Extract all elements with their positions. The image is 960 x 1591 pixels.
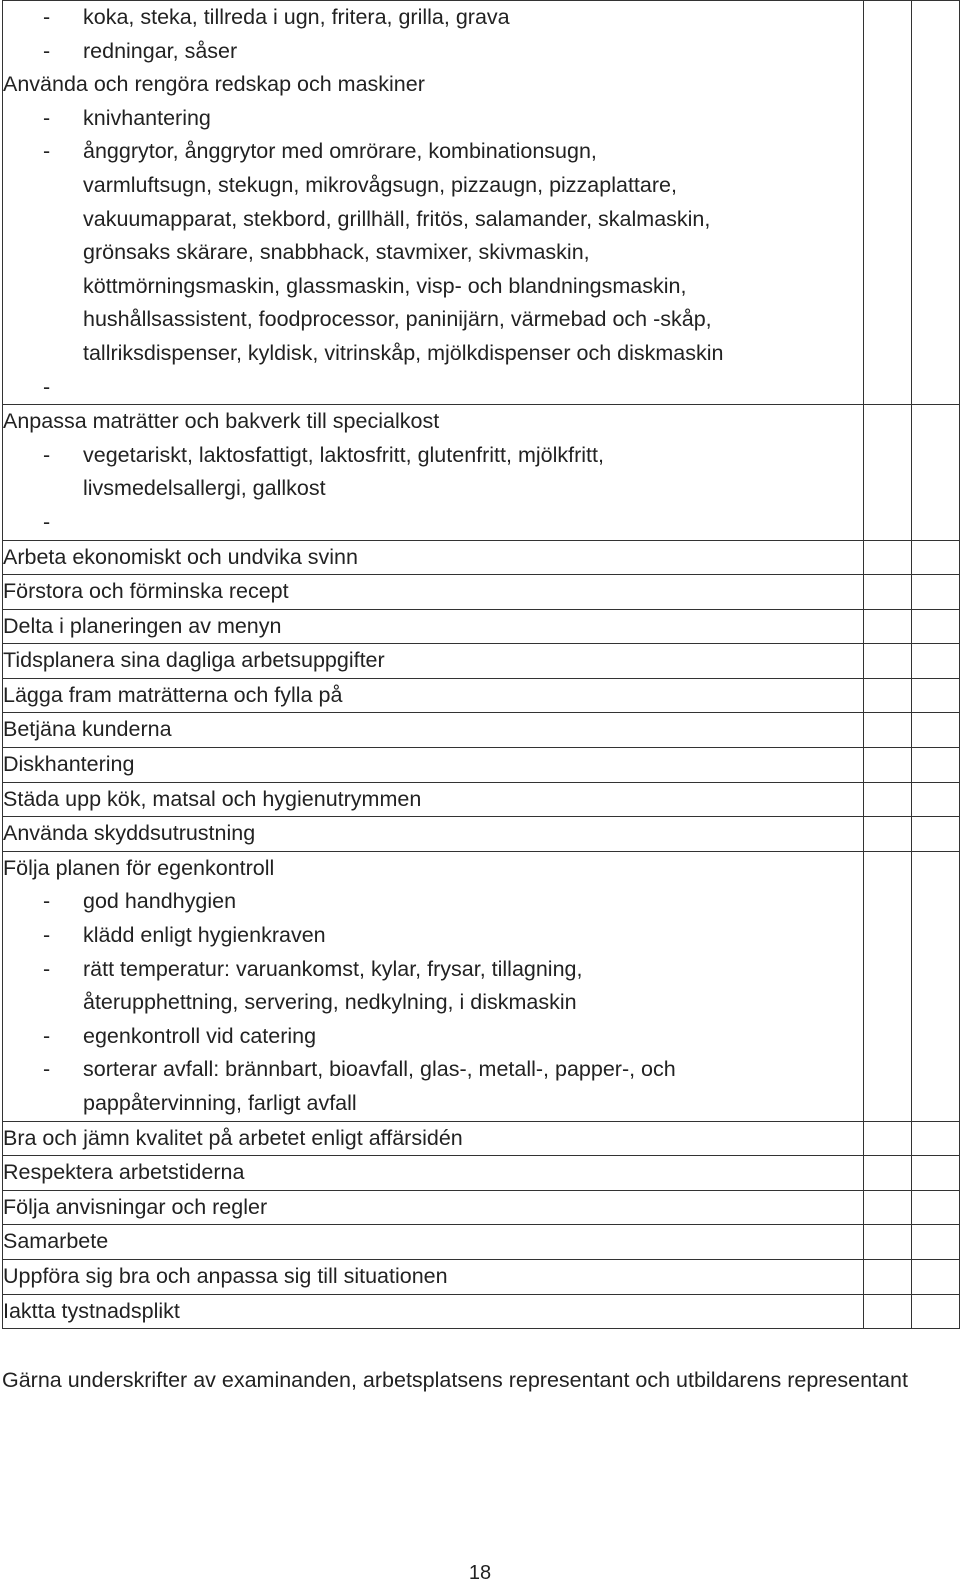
sub-item: [3, 1, 863, 35]
sub-item: [3, 506, 863, 540]
item-continuation: varmluftsugn, stekugn, mikrovågsugn, pizzaugn, pizzaplattare,: [83, 172, 677, 197]
dash-bullet: -: [43, 105, 51, 130]
sub-item: [3, 102, 863, 136]
checklist-item-cell: [3, 1259, 864, 1294]
sub-item-text: ånggrytor, ånggrytor med omrörare, kombinationsugn,: [83, 139, 597, 164]
sub-item: [3, 1020, 863, 1054]
sub-item: [3, 885, 863, 919]
item-heading: Följa planen för egenkontroll: [3, 855, 275, 880]
checklist-row: [3, 678, 960, 713]
check-box-column-1[interactable]: [864, 817, 912, 852]
check-box-column-1[interactable]: [864, 1190, 912, 1225]
item-continuation: grönsaks skärare, snabbhack, stavmixer, skivmaskin,: [83, 240, 590, 265]
check-box-column-1[interactable]: [864, 540, 912, 575]
dash-bullet: -: [43, 374, 51, 399]
checklist-item-cell: [3, 678, 864, 713]
item-heading: Använda och rengöra redskap och maskiner: [3, 72, 425, 97]
check-box-column-2[interactable]: [912, 1259, 960, 1294]
sub-item: [3, 919, 863, 953]
checklist-row: [3, 540, 960, 575]
item-continuation: hushållsassistent, foodprocessor, paninijärn, värmebad och -skåp,: [83, 307, 712, 332]
sub-item: [3, 135, 863, 169]
sub-item-text: vegetariskt, laktosfattigt, laktosfritt, glutenfritt, mjölkfritt,: [83, 442, 604, 467]
checklist-row: [3, 782, 960, 817]
sub-item: [3, 1053, 863, 1087]
check-box-column-1[interactable]: [864, 713, 912, 748]
item-heading: Iaktta tystnadsplikt: [3, 1298, 180, 1323]
checklist-row: [3, 1156, 960, 1191]
checklist-row: [3, 1225, 960, 1260]
checklist-row: [3, 851, 960, 1121]
checklist-item-cell: [3, 575, 864, 610]
sub-item-text: god handhygien: [83, 889, 237, 914]
checklist-row: [3, 1121, 960, 1156]
checklist-item-cell: [3, 851, 864, 1121]
sub-item-text: rätt temperatur: varuankomst, kylar, frysar, tillagning,: [83, 956, 583, 981]
sub-item: [3, 35, 863, 69]
sub-item: [3, 439, 863, 473]
item-heading: Arbeta ekonomiskt och undvika svinn: [3, 544, 358, 569]
dash-bullet: -: [43, 442, 51, 467]
checklist-item-cell: [3, 1121, 864, 1156]
dash-bullet: -: [43, 5, 51, 29]
checklist-table: [2, 0, 960, 1329]
checklist-row: [3, 748, 960, 783]
checklist-row: [3, 644, 960, 679]
item-heading: Anpassa maträtter och bakverk till specialkost: [3, 409, 440, 434]
checklist-row: [3, 1190, 960, 1225]
check-box-column-1[interactable]: [864, 609, 912, 644]
item-heading: Delta i planeringen av menyn: [3, 613, 282, 638]
checklist-body: [3, 1, 960, 1329]
checklist-row: [3, 1, 960, 405]
sub-item-text: redningar, såser: [83, 38, 238, 63]
checklist-row: [3, 609, 960, 644]
check-box-column-2[interactable]: [912, 713, 960, 748]
item-continuation: köttmörningsmaskin, glassmaskin, visp- och blandningsmaskin,: [83, 273, 687, 298]
sub-item-text: sorterar avfall: brännbart, bioavfall, glas-, metall-, papper-, och: [83, 1057, 676, 1082]
sub-item-text: knivhantering: [83, 105, 211, 130]
checklist-item-cell: [3, 1, 864, 405]
sub-item: [3, 953, 863, 987]
check-box-column-1[interactable]: [864, 748, 912, 783]
check-box-column-2[interactable]: [912, 851, 960, 1121]
check-box-column-2[interactable]: [912, 1294, 960, 1329]
sub-item-text: egenkontroll vid catering: [83, 1023, 317, 1048]
page-number: 18: [468, 1562, 492, 1584]
item-continuation: livsmedelsallergi, gallkost: [83, 476, 326, 501]
sub-item-text: koka, steka, tillreda i ugn, fritera, grilla, grava: [83, 5, 510, 29]
check-box-column-1[interactable]: [864, 782, 912, 817]
checklist-item-cell: [3, 1156, 864, 1191]
check-box-column-2[interactable]: [912, 1190, 960, 1225]
item-heading: Följa anvisningar och regler: [3, 1194, 268, 1219]
checklist-row: [3, 817, 960, 852]
item-heading: Uppföra sig bra och anpassa sig till situationen: [3, 1263, 448, 1288]
check-box-column-2[interactable]: [912, 644, 960, 679]
check-box-column-2[interactable]: [912, 540, 960, 575]
checklist-row: [3, 1294, 960, 1329]
check-box-column-2[interactable]: [912, 1, 960, 405]
item-heading: Samarbete: [3, 1229, 109, 1254]
checklist-item-cell: [3, 1294, 864, 1329]
dash-bullet: -: [43, 38, 51, 63]
check-box-column-2[interactable]: [912, 678, 960, 713]
check-box-column-2[interactable]: [912, 1121, 960, 1156]
item-continuation: tallriksdispenser, kyldisk, vitrinskåp, mjölkdispenser och diskmaskin: [83, 340, 724, 365]
item-heading: Använda skyddsutrustning: [3, 821, 256, 846]
check-box-column-1[interactable]: [864, 575, 912, 610]
check-box-column-2[interactable]: [912, 405, 960, 540]
dash-bullet: -: [43, 956, 51, 981]
check-box-column-2[interactable]: [912, 609, 960, 644]
item-heading: Bra och jämn kvalitet på arbetet enligt affärsidén: [3, 1125, 463, 1150]
checklist-item-cell: [3, 1190, 864, 1225]
item-heading: Betjäna kunderna: [3, 717, 172, 742]
checklist-item-cell: [3, 644, 864, 679]
checklist-row: [3, 1259, 960, 1294]
check-box-column-1[interactable]: [864, 1225, 912, 1260]
check-box-column-1[interactable]: [864, 1, 912, 405]
check-box-column-1[interactable]: [864, 1121, 912, 1156]
checklist-item-cell: [3, 540, 864, 575]
checklist-item-cell: [3, 782, 864, 817]
check-box-column-1[interactable]: [864, 1156, 912, 1191]
checklist-row: [3, 575, 960, 610]
item-continuation: återupphettning, servering, nedkylning, i diskmaskin: [83, 990, 577, 1015]
item-heading: Diskhantering: [3, 752, 135, 777]
check-box-column-1[interactable]: [864, 678, 912, 713]
item-heading: Lägga fram maträtterna och fylla på: [3, 682, 343, 707]
checklist-item-cell: [3, 748, 864, 783]
dash-bullet: -: [43, 923, 51, 948]
sub-item-text: klädd enligt hygienkraven: [83, 923, 326, 948]
check-box-column-2[interactable]: [912, 748, 960, 783]
checklist-row: [3, 713, 960, 748]
checklist-item-cell: [3, 817, 864, 852]
item-continuation: vakuumapparat, stekbord, grillhäll, fritös, salamander, skalmaskin,: [83, 206, 711, 231]
check-box-column-2[interactable]: [912, 817, 960, 852]
check-box-column-2[interactable]: [912, 1156, 960, 1191]
checklist-row: [3, 405, 960, 540]
checklist-item-cell: [3, 713, 864, 748]
check-box-column-1[interactable]: [864, 1259, 912, 1294]
checklist-item-cell: [3, 1225, 864, 1260]
sub-item: [3, 371, 863, 405]
item-heading: Tidsplanera sina dagliga arbetsuppgifter: [3, 648, 385, 673]
checklist-item-cell: [3, 609, 864, 644]
item-heading: Respektera arbetstiderna: [3, 1160, 245, 1185]
dash-bullet: -: [43, 889, 51, 914]
dash-bullet: -: [43, 1023, 51, 1048]
check-box-column-1[interactable]: [864, 405, 912, 540]
check-box-column-1[interactable]: [864, 644, 912, 679]
checklist-item-cell: [3, 405, 864, 540]
item-heading: Städa upp kök, matsal och hygienutrymmen: [3, 786, 422, 811]
check-box-column-2[interactable]: [912, 1225, 960, 1260]
item-heading: Förstora och förminska recept: [3, 579, 289, 604]
dash-bullet: -: [43, 139, 51, 164]
item-continuation: pappåtervinning, farligt avfall: [83, 1091, 357, 1115]
dash-bullet: -: [43, 509, 51, 534]
check-box-column-1[interactable]: [864, 1294, 912, 1329]
signature-note: Gärna underskrifter av examinanden, arbetsplatsens representant och utbildarens representant: [2, 1368, 908, 1392]
check-box-column-2[interactable]: [912, 575, 960, 610]
check-box-column-1[interactable]: [864, 851, 912, 1121]
dash-bullet: -: [43, 1057, 51, 1082]
check-box-column-2[interactable]: [912, 782, 960, 817]
